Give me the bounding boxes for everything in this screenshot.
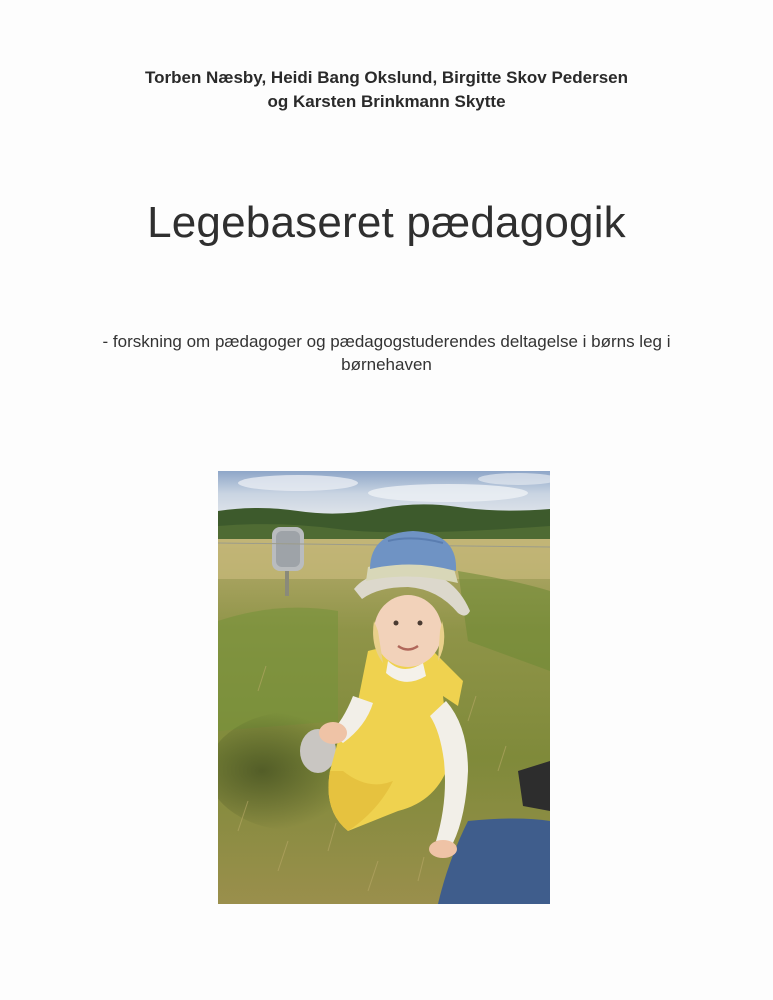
child-in-grass-illustration	[218, 471, 550, 904]
authors-line-1: Torben Næsby, Heidi Bang Okslund, Birgitte Skov Pedersen	[144, 68, 629, 87]
child-face	[374, 595, 442, 667]
book-subtitle: - forskning om pædagoger og pædagogstuderendes deltagelse i børns leg i børnehaven	[102, 332, 671, 374]
authors-line-2: og Karsten Brinkmann Skytte	[267, 92, 506, 111]
book-title: Legebaseret pædagogik	[147, 198, 626, 247]
authors	[0, 66, 773, 114]
cover-photo	[218, 471, 550, 904]
